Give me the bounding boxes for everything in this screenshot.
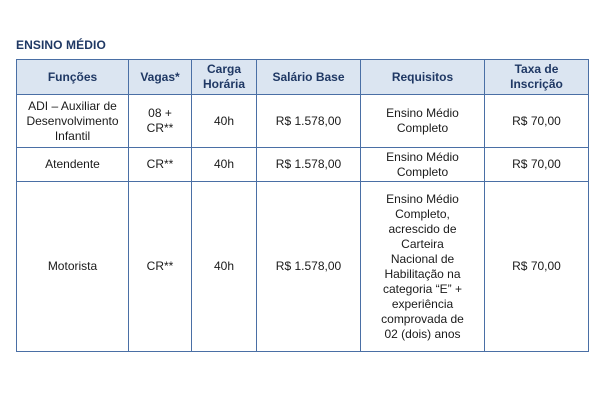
cell-salario: R$ 1.578,00 — [257, 182, 361, 352]
header-vagas: Vagas* — [129, 60, 192, 95]
header-funcoes: Funções — [17, 60, 129, 95]
cell-requisitos: Ensino Médio Completo, acrescido de Carteira Nacional de Habilitação na categoria “E” + experiência comprovada de 02 (dois) anos — [361, 182, 485, 352]
cell-carga: 40h — [192, 148, 257, 182]
cell-salario: R$ 1.578,00 — [257, 95, 361, 148]
table-row — [17, 95, 589, 148]
header-carga-horaria: Carga Horária — [192, 60, 257, 95]
header-requisitos: Requisitos — [361, 60, 485, 95]
cell-taxa: R$ 70,00 — [485, 182, 589, 352]
cell-salario: R$ 1.578,00 — [257, 148, 361, 182]
vacancies-table — [16, 59, 589, 352]
cell-vagas: 08 + CR** — [129, 95, 192, 148]
table-row — [17, 148, 589, 182]
cell-requisitos: Ensino Médio Completo — [361, 148, 485, 182]
cell-carga: 40h — [192, 95, 257, 148]
table-header-row — [17, 60, 589, 95]
table-row — [17, 182, 589, 352]
cell-funcao: Motorista — [17, 182, 129, 352]
cell-vagas: CR** — [129, 148, 192, 182]
header-salario-base: Salário Base — [257, 60, 361, 95]
cell-funcao: Atendente — [17, 148, 129, 182]
cell-taxa: R$ 70,00 — [485, 148, 589, 182]
cell-carga: 40h — [192, 182, 257, 352]
cell-taxa: R$ 70,00 — [485, 95, 589, 148]
cell-requisitos: Ensino Médio Completo — [361, 95, 485, 148]
header-taxa-inscricao: Taxa de Inscrição — [485, 60, 589, 95]
section-title: ENSINO MÉDIO — [16, 38, 106, 52]
cell-funcao: ADI – Auxiliar de Desenvolvimento Infantil — [17, 95, 129, 148]
cell-vagas: CR** — [129, 182, 192, 352]
